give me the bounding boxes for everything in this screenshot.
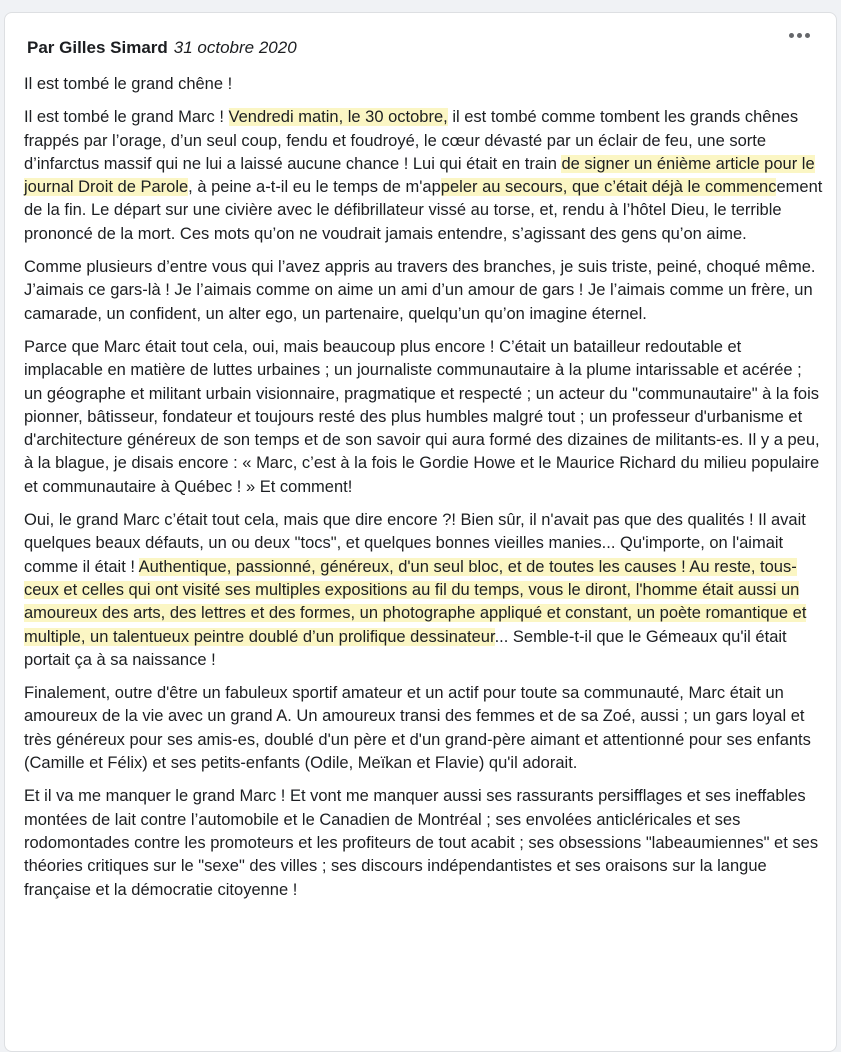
highlighted-text: de signer un énième article pour le journal Droit de Parole	[24, 154, 815, 197]
more-horizontal-icon[interactable]	[784, 23, 814, 47]
paragraph-text: Parce que Marc était tout cela, oui, mais beaucoup plus encore ! C’était un batailleur redoutable et implacable en matière de luttes urbaines ; un journaliste communautaire à la plume intarissable et acérée ; un géographe et militant urbain visionnaire, pragmatique et respecté ; un acteur du "communautaire" à la fois pionner, bâtisseur, fondateur et toujours resté des plus humbles malgré tout ; un professeur d'urbanisme et d'architecture généreux de son temps et de son savoir qui aura formé des dizaines de militants-es. Il y a peu, à la blague, je disais encore : « Marc, c’est à la fois le Gordie Howe et le Maurice Richard du milieu populaire et communautaire à Québec ! » Et comment!	[24, 337, 820, 496]
post-paragraph	[24, 73, 824, 96]
post-header	[27, 37, 297, 59]
highlighted-text: Authentique, passionné, généreux, d'un seul bloc, et de toutes les causes ! Au reste, tous-ceux et celles qui ont visité ses multiples expositions au fil du temps, vous le diront, l'homme était aussi un amoureux des arts, des lettres et des formes, un photographe appliqué et constant, un poète romantique et multiple, un talentueux peintre doublé d’un prolifique dessinateur	[24, 557, 807, 646]
paragraph-text: ... Semble-t-il que le Gémeaux qu'il était portait ça à sa naissance !	[24, 627, 787, 669]
post-paragraph	[24, 256, 824, 326]
highlighted-text: Vendredi matin, le 30 octobre,	[228, 108, 448, 127]
dot	[797, 33, 802, 38]
paragraph-text: , à peine a-t-il eu le temps de m'ap	[188, 178, 441, 197]
post-body	[24, 73, 824, 912]
paragraph-text: il est tombé comme tombent les grands chênes frappés par l’orage, d’un seul coup, fendu et foudroyé, le cœur dévasté par un éclair de feu, une sorte d’infarctus massif qui ne lui a laissé aucune chance ! Lui qui était en train	[24, 108, 799, 173]
post-paragraph	[24, 785, 824, 901]
post-author: Par Gilles Simard	[27, 38, 168, 57]
paragraph-text: ement de la fin. Le départ sur une civière avec le défibrillateur vissé au torse, et, rendu à l’hôtel Dieu, le terrible prononcé de la mort. Ces mots qu’on ne voudrait jamais entendre, s’agissant des gens qu’on aime.	[24, 178, 823, 243]
paragraph-text: Il est tombé le grand Marc !	[24, 108, 229, 127]
paragraph-text: Finalement, outre d'être un fabuleux sportif amateur et un actif pour toute sa communauté, Marc était un amoureux de la vie avec un grand A. Un amoureux transi des femmes et de sa Zoé, aussi ; un gars loyal et très généreux pour ses amis-es, doublé d'un père et d'un grand-père aimant et attentionné pour ses enfants (Camille et Félix) et ses petits-enfants (Odile, Meïkan et Flavie) qu'il adorait.	[24, 684, 811, 773]
highlighted-text: peler au secours, que c’était déjà le commenc	[440, 178, 777, 197]
post-paragraph	[24, 106, 824, 246]
paragraph-text: Oui, le grand Marc c’était tout cela, mais que dire encore ?! Bien sûr, il n'avait pas que des qualités ! Il avait quelques beaux défauts, un ou deux "tocs", et quelques bonnes vieilles manies... Qu'importe, on l'aimait comme il était !	[24, 511, 806, 576]
dot	[789, 33, 794, 38]
post-paragraph	[24, 336, 824, 499]
paragraph-text: Il est tombé le grand chêne !	[24, 75, 233, 93]
post-date: 31 octobre 2020	[173, 38, 297, 57]
paragraph-text: Et il va me manquer le grand Marc ! Et vont me manquer aussi ses rassurants persifflages et ses ineffables montées de lait contre l’automobile et le Canadien de Montréal ; ses envolées anticléricales et ses rodomontades contre les promoteurs et les profiteurs de tout acabit ; ses obsessions "labeaumiennes" et ses théories critiques sur le "sexe" des villes ; ses discours indépendantistes et ses oraisons sur la langue française et la démocratie citoyenne !	[24, 787, 819, 899]
post-paragraph	[24, 682, 824, 775]
dot	[805, 33, 810, 38]
post-paragraph	[24, 509, 824, 672]
post-card	[4, 12, 837, 1052]
paragraph-text: Comme plusieurs d’entre vous qui l’avez appris au travers des branches, je suis triste, peiné, choqué même. J’aimais ce gars-là ! Je l’aimais comme on aime un ami d’un amour de gars ! Je l’aimais comme un frère, un camarade, un confident, un alter ego, un partenaire, quelqu’un qu’on imagine éternel.	[24, 258, 816, 323]
